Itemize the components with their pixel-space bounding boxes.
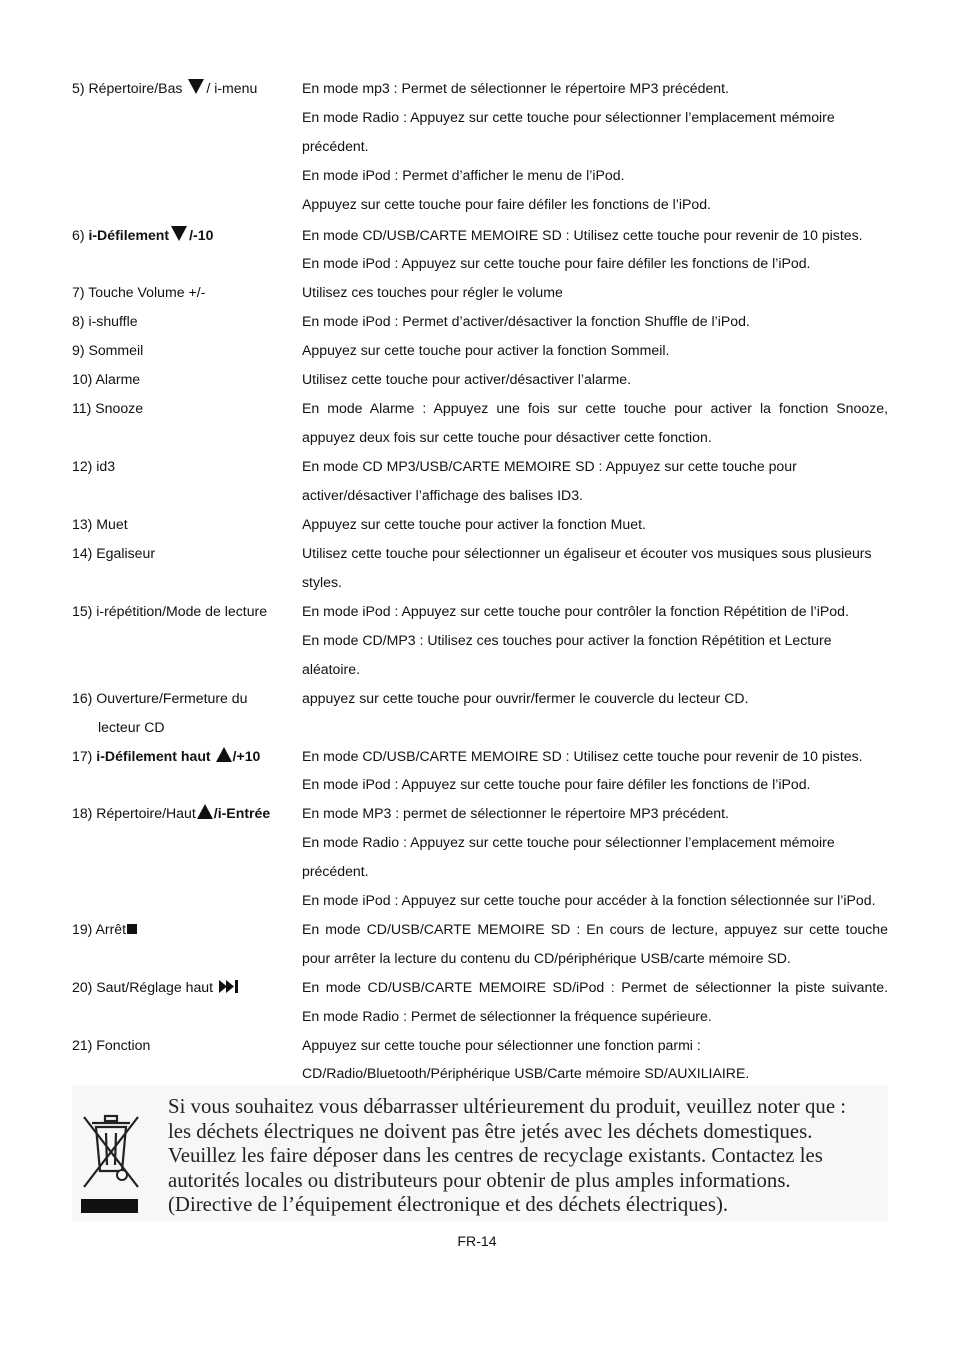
description-line: En mode CD/MP3 : Utilisez ces touches pour activer la fonction Répétition et Lecture bbox=[302, 631, 832, 648]
item-label: 13) Muet bbox=[72, 515, 128, 532]
description-line: En mode CD MP3/USB/CARTE MEMOIRE SD : Appuyez sur cette touche pour bbox=[302, 458, 797, 475]
item-description bbox=[302, 684, 888, 742]
description-line: En mode Radio : Appuyez sur cette touche pour sélectionner l’emplacement mémoire bbox=[302, 834, 835, 851]
description-line: En mode Radio : Permet de sélectionner la fréquence supérieure. bbox=[302, 1007, 712, 1024]
item-description bbox=[302, 539, 888, 597]
item-description bbox=[302, 221, 888, 279]
item-row-7 bbox=[72, 278, 888, 307]
skip-forward-icon bbox=[219, 980, 239, 993]
triangle-up-icon bbox=[197, 804, 213, 819]
description-line: En mode Alarme : Appuyez une fois sur cette touche pour activer la fonction Snooze, bbox=[302, 400, 888, 417]
item-row-5 bbox=[72, 74, 888, 219]
item-row-9 bbox=[72, 336, 888, 365]
item-label: 18) Répertoire/Haut /i-Entrée bbox=[72, 805, 271, 822]
triangle-up-icon bbox=[216, 747, 232, 762]
description-line: Appuyez sur cette touche pour activer la fonction Sommeil. bbox=[302, 342, 670, 359]
item-label: 5) Répertoire/Bas / i-menu bbox=[72, 80, 258, 96]
item-label: 14) Egaliseur bbox=[72, 544, 156, 561]
item-description bbox=[302, 799, 888, 915]
item-row-11 bbox=[72, 394, 888, 452]
description-line: En mode iPod : Appuyez sur cette touche pour faire défiler les fonctions de l’iPod. bbox=[302, 776, 811, 793]
item-label: 20) Saut/Réglage haut bbox=[72, 973, 302, 1031]
description-line: précédent. bbox=[302, 137, 369, 154]
description-line: appuyez sur cette touche pour ouvrir/fermer le couvercle du lecteur CD. bbox=[302, 689, 749, 706]
notice-line: (Directive de l’équipement électronique et des déchets électriques). bbox=[168, 1193, 729, 1217]
item-label: 9) Sommeil bbox=[72, 342, 144, 359]
description-line: En mode iPod : Permet d’activer/désactiver la fonction Shuffle de l’iPod. bbox=[302, 313, 750, 330]
item-row-19 bbox=[72, 915, 888, 973]
crossed-out-bin-icon bbox=[78, 1113, 144, 1193]
item-label: 17) i-Défilement haut /+10 bbox=[72, 747, 261, 764]
button-descriptions bbox=[72, 74, 888, 1088]
notice-line: Si vous souhaitez vous débarrasser ultérieurement du produit, veuillez noter que : bbox=[168, 1095, 847, 1118]
item-row-8 bbox=[72, 307, 888, 336]
item-description bbox=[302, 973, 888, 1031]
item-description bbox=[302, 307, 888, 336]
description-line: Utilisez cette touche pour sélectionner un égaliseur et écouter vos musiques sous plusieurs bbox=[302, 544, 872, 561]
item-label: 6) i-Défilement /-10 bbox=[72, 226, 214, 243]
description-line: pour arrêter la lecture du contenu du CD/périphérique USB/carte mémoire SD. bbox=[302, 949, 791, 966]
triangle-down-icon bbox=[188, 79, 204, 94]
item-row-14 bbox=[72, 539, 888, 597]
description-line: précédent. bbox=[302, 863, 369, 880]
item-description bbox=[302, 74, 888, 219]
description-line: En mode MP3 : permet de sélectionner le répertoire MP3 précédent. bbox=[302, 805, 729, 822]
disposal-text bbox=[168, 1095, 886, 1218]
description-line: aléatoire. bbox=[302, 660, 360, 677]
item-row-17 bbox=[72, 742, 888, 800]
item-row-12 bbox=[72, 452, 888, 510]
description-line: En mode iPod : Permet d’afficher le menu de l’iPod. bbox=[302, 166, 625, 183]
item-label: 16) Ouverture/Fermeture du lecteur CD bbox=[72, 689, 248, 735]
item-label: 19) Arrêt bbox=[72, 915, 302, 973]
description-line: Appuyez sur cette touche pour faire défiler les fonctions de l’iPod. bbox=[302, 195, 711, 212]
weee-disposal-notice bbox=[72, 1085, 888, 1221]
item-description bbox=[302, 742, 888, 800]
stop-icon bbox=[127, 924, 137, 934]
description-line: En mode mp3 : Permet de sélectionner le répertoire MP3 précédent. bbox=[302, 80, 729, 96]
item-label: 11) Snooze bbox=[72, 400, 144, 417]
item-description bbox=[302, 278, 888, 307]
description-line: En mode CD/USB/CARTE MEMOIRE SD : En cours de lecture, appuyez sur cette touche bbox=[302, 920, 888, 937]
item-description bbox=[302, 394, 888, 452]
description-line: En mode CD/USB/CARTE MEMOIRE SD : Utilisez cette touche pour revenir de 10 pistes. bbox=[302, 226, 863, 243]
item-row-6 bbox=[72, 221, 888, 279]
description-line: Appuyez sur cette touche pour activer la fonction Muet. bbox=[302, 515, 646, 532]
description-line: Utilisez ces touches pour régler le volume bbox=[302, 284, 563, 301]
description-line: Appuyez sur cette touche pour sélectionner une fonction parmi : bbox=[302, 1036, 701, 1053]
item-row-21 bbox=[72, 1031, 888, 1089]
item-description bbox=[302, 365, 888, 394]
description-line: En mode iPod : Appuyez sur cette touche pour accéder à la fonction sélectionnée sur l’iPod. bbox=[302, 892, 876, 909]
notice-line: autorités locales ou distributeurs pour obtenir de plus amples informations. bbox=[168, 1168, 791, 1192]
description-line: styles. bbox=[302, 573, 342, 590]
item-row-20 bbox=[72, 973, 888, 1031]
item-description bbox=[302, 915, 888, 973]
item-description bbox=[302, 1031, 888, 1089]
item-label: 8) i-shuffle bbox=[72, 313, 138, 330]
description-line: appuyez deux fois sur cette touche pour désactiver cette fonction. bbox=[302, 429, 712, 446]
page-number: FR-14 bbox=[457, 1233, 497, 1249]
item-row-13 bbox=[72, 510, 888, 539]
description-line: En mode CD/USB/CARTE MEMOIRE SD/iPod : Permet de sélectionner la piste suivante. bbox=[302, 978, 888, 995]
description-line: En mode CD/USB/CARTE MEMOIRE SD : Utilisez cette touche pour revenir de 10 pistes. bbox=[302, 747, 863, 764]
item-row-18 bbox=[72, 799, 888, 915]
item-description bbox=[302, 510, 888, 539]
item-label: 21) Fonction bbox=[72, 1036, 151, 1053]
black-bar bbox=[81, 1199, 138, 1213]
item-description bbox=[302, 452, 888, 510]
description-line: En mode iPod : Appuyez sur cette touche pour contrôler la fonction Répétition de l’iPod. bbox=[302, 602, 849, 619]
item-row-15 bbox=[72, 597, 888, 684]
description-line: En mode Radio : Appuyez sur cette touche pour sélectionner l’emplacement mémoire bbox=[302, 108, 835, 125]
notice-line: Veuillez les faire déposer dans les centres de recyclage existants. Contactez les bbox=[168, 1144, 823, 1168]
item-row-16 bbox=[72, 684, 888, 742]
item-description bbox=[302, 597, 888, 684]
item-label: 15) i-répétition/Mode de lecture bbox=[72, 602, 268, 619]
item-label: 10) Alarme bbox=[72, 371, 141, 388]
item-description bbox=[302, 336, 888, 365]
description-line: activer/désactiver l’affichage des balises ID3. bbox=[302, 487, 583, 504]
item-label: 7) Touche Volume +/- bbox=[72, 284, 206, 301]
description-line: CD/Radio/Bluetooth/Périphérique USB/Carte mémoire SD/AUXILIAIRE. bbox=[302, 1065, 750, 1082]
triangle-down-icon bbox=[171, 226, 187, 241]
notice-line: les déchets électriques ne doivent pas être jetés avec les déchets domestiques. bbox=[168, 1119, 813, 1143]
item-label: 12) id3 bbox=[72, 458, 116, 475]
item-row-10 bbox=[72, 365, 888, 394]
description-line: Utilisez cette touche pour activer/désactiver l’alarme. bbox=[302, 371, 631, 388]
description-line: En mode iPod : Appuyez sur cette touche pour faire défiler les fonctions de l’iPod. bbox=[302, 255, 811, 272]
